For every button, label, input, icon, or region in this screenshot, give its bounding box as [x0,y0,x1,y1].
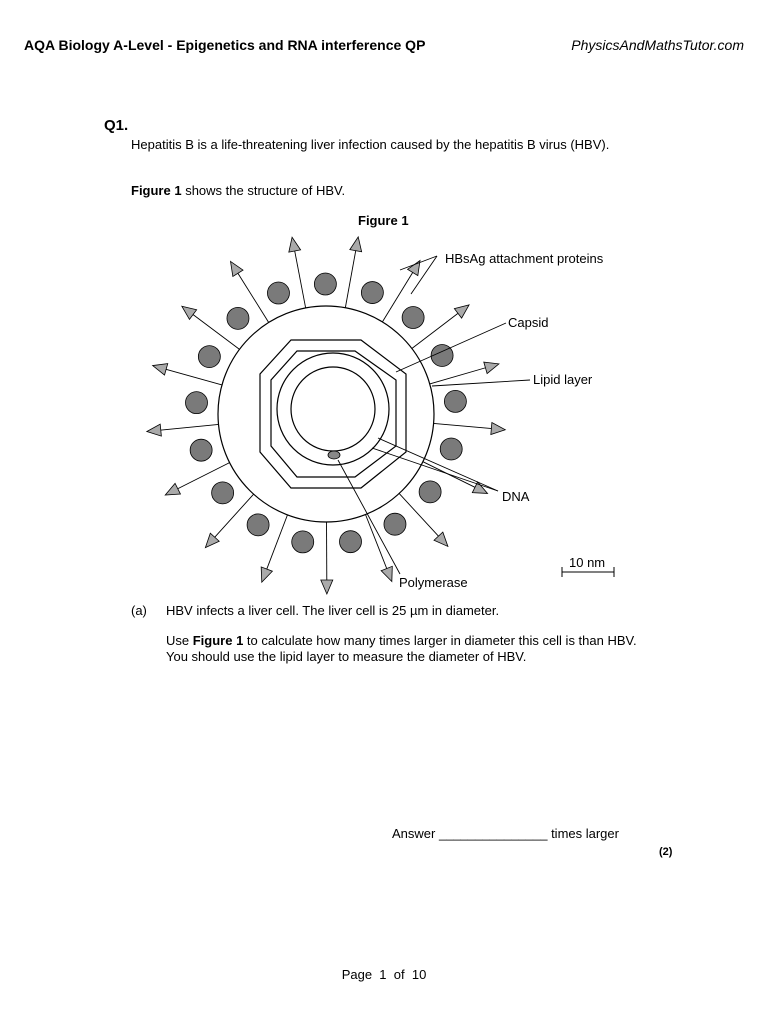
spike-head [484,362,499,374]
header-site: PhysicsAndMathsTutor.com [571,37,744,53]
lipid-leader [432,380,530,386]
figure-caption: Figure 1 [358,213,409,228]
header-title: AQA Biology A-Level - Epigenetics and RNA interference QP [24,37,426,53]
surface-knob [227,307,249,329]
instruction-text: to calculate how many times larger in diameter this cell is than HBV. You should use the lipid layer to measure the diameter of HBV. [166,633,637,664]
spike-head [289,237,301,252]
surface-knob [190,439,212,461]
spike-stalk [434,423,494,428]
surface-knob [444,390,466,412]
surface-knob [185,392,207,414]
figure-reference-bold: Figure 1 [131,183,182,198]
page-footer [0,967,768,982]
label-attachment-proteins: HBsAg attachment proteins [445,251,604,266]
total-pages: 10 [411,967,427,982]
spike-head [261,567,272,582]
spike-head [205,533,219,547]
question-intro: Hepatitis B is a life-threatening liver infection caused by the hepatitis B virus (HBV). [131,137,610,152]
label-polymerase: Polymerase [399,575,468,590]
spike-stalk [430,367,488,384]
label-capsid: Capsid [508,315,549,330]
surface-knob [419,481,441,503]
surface-knob [384,513,406,535]
surface-knob [340,531,362,553]
spike-stalk [164,369,222,385]
label-scale: 10 nm [569,555,606,570]
spike-head [472,482,487,494]
surface-knob [267,282,289,304]
surface-knob [198,346,220,368]
figure-reference-text: shows the structure of HBV. [181,183,346,198]
lipid-layer-ring [218,306,434,522]
part-a-instruction [166,633,656,665]
surface-knob [212,482,234,504]
surface-knob [440,438,462,460]
spike-stalk [294,249,305,308]
attachment-leader-2 [411,256,437,294]
surface-knob [361,282,383,304]
spike-head [147,424,162,436]
answer-suffix: times larger [551,826,619,841]
answer-line [392,826,619,841]
question-number: Q1. [104,117,129,134]
surface-knob [292,531,314,553]
spike-head [153,364,168,376]
instruction-prefix: Use [166,633,193,648]
marks: (2) [659,846,673,858]
spike-head [165,483,180,495]
instruction-figure-ref: Figure 1 [192,633,244,648]
part-a-label: (a) [131,603,147,618]
of-label: of [393,967,405,982]
spike-head [350,237,362,252]
spike-head [231,261,244,276]
label-lipid-layer: Lipid layer [533,372,593,387]
label-dna: DNA [502,489,530,504]
answer-label: Answer [392,826,436,841]
polymerase-dot [328,451,340,459]
spike-stalk [159,424,219,430]
surface-knob [247,514,269,536]
spike-stalk [345,249,356,308]
page-number: 1 [379,967,387,982]
spike-head [182,306,197,319]
spike-head [381,566,392,581]
surface-knob [314,273,336,295]
page-label: Page [341,967,373,982]
part-a-text: HBV infects a liver cell. The liver cell is 25 µm in diameter. [166,603,500,618]
spike-head [454,305,469,318]
spike-head [491,423,505,435]
spike-head [321,580,333,594]
surface-knob [402,307,424,329]
answer-blank[interactable]: _______________ [438,826,548,841]
